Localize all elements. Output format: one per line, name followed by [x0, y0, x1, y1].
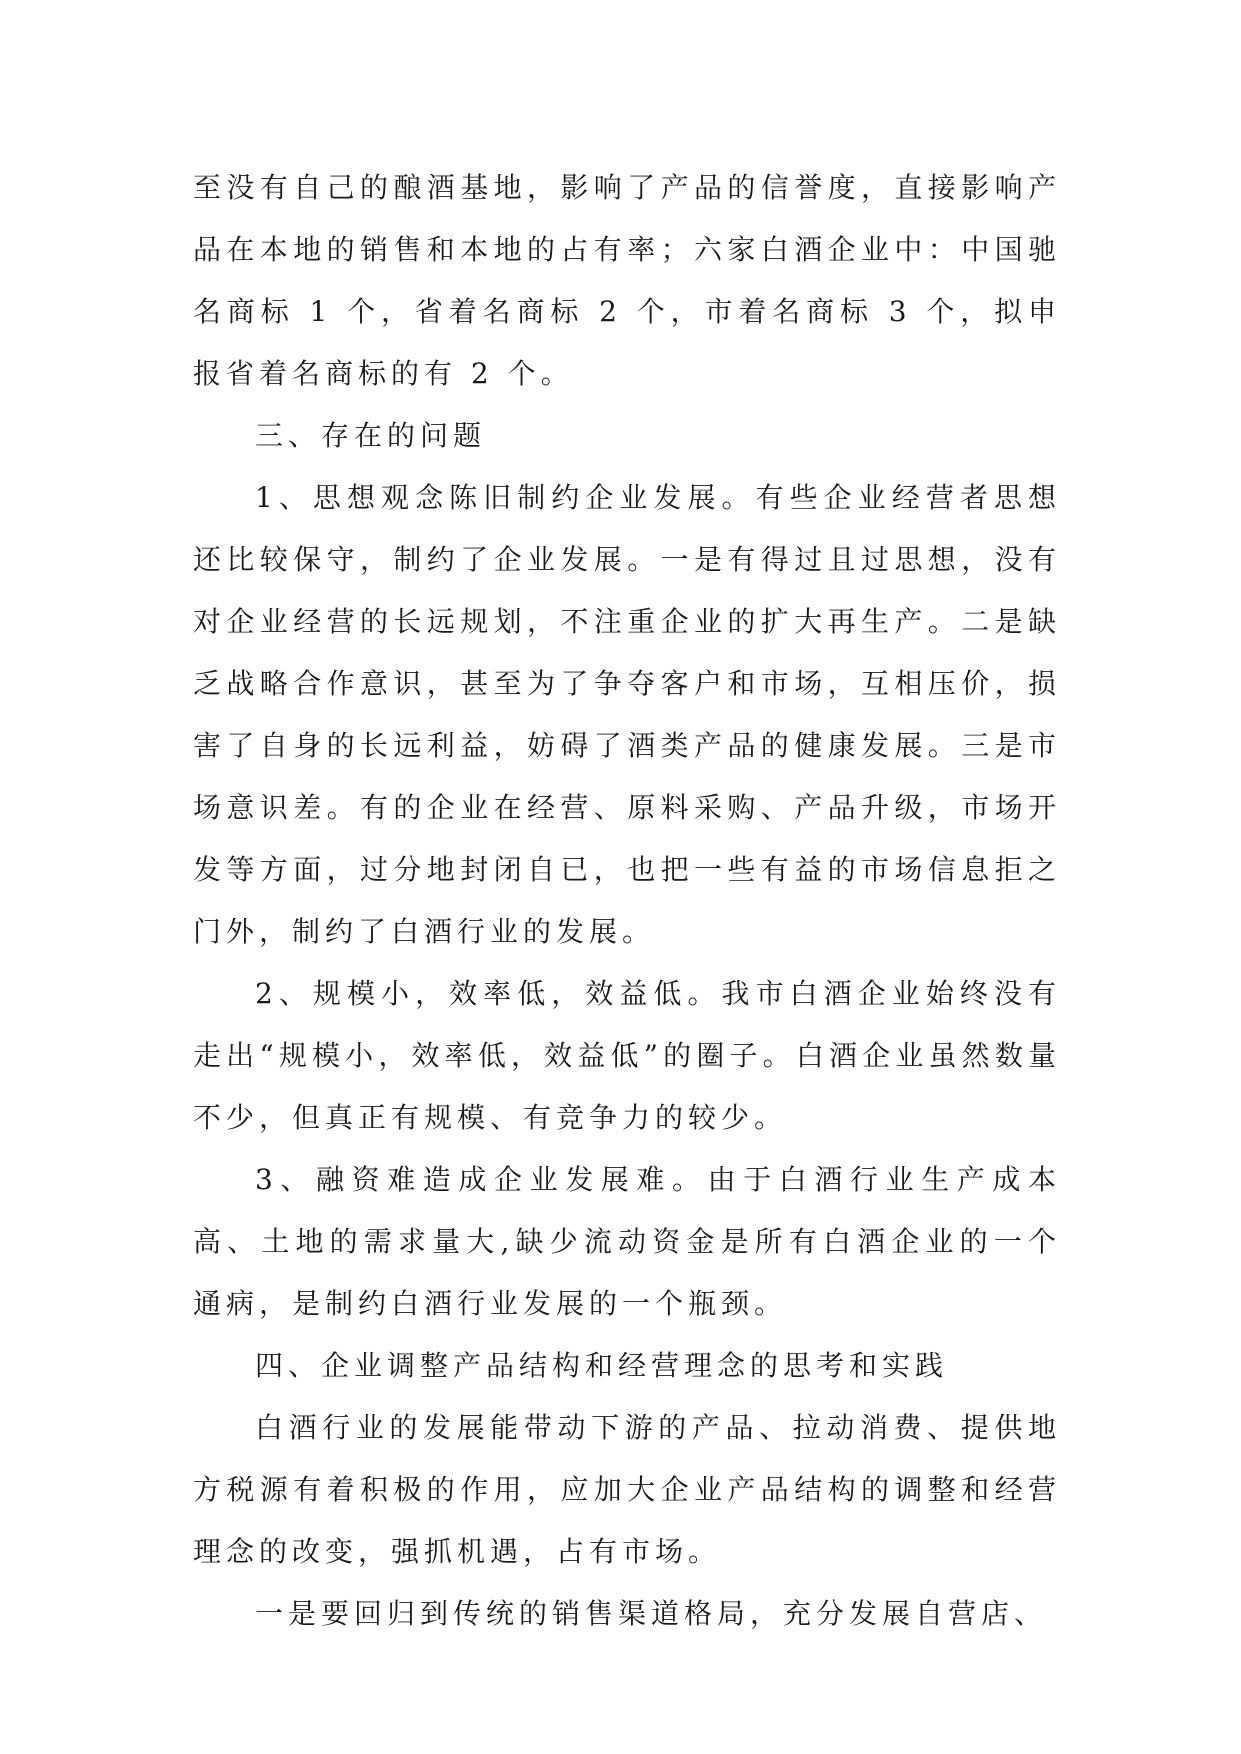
paragraph-strategy-1: 一是要回归到传统的销售渠道格局，充分发展自营店、: [255, 1597, 1048, 1630]
document-body: [193, 157, 1061, 1645]
section-heading-problems: 三、存在的问题: [255, 419, 487, 452]
section-heading-strategy: 四、企业调整产品结构和经营理念的思考和实践: [255, 1349, 949, 1382]
paragraph-problem-3: 3、融资难造成企业发展难。由于白酒行业生产成本高、土地的需求量大,缺少流动资金是所有白酒企业的一个通病，是制约白酒行业发展的一个瓶颈。: [193, 1163, 1061, 1320]
paragraph-continuation: 至没有自己的酿酒基地，影响了产品的信誉度，直接影响产品在本地的销售和本地的占有率；六家白酒企业中：中国驰名商标 1 个，省着名商标 2 个，市着名商标 3 个，拟申报省着名商标的有 2 个。: [193, 171, 1061, 390]
paragraph-problem-2: 2、规模小，效率低，效益低。我市白酒企业始终没有走出“规模小，效率低，效益低”的圈子。白酒企业虽然数量不少，但真正有规模、有竞争力的较少。: [193, 977, 1061, 1134]
paragraph-problem-1: 1、思想观念陈旧制约企业发展。有些企业经营者思想还比较保守，制约了企业发展。一是有得过且过思想，没有对企业经营的长远规划，不注重企业的扩大再生产。二是缺乏战略合作意识，甚至为了争夺客户和市场，互相压价，损害了自身的长远利益，妨碍了酒类产品的健康发展。三是市场意识差。有的企业在经营、原料采购、产品升级，市场开发等方面，过分地封闭自已，也把一些有益的市场信息拒之门外，制约了白酒行业的发展。: [193, 481, 1061, 948]
paragraph-strategy-intro: 白酒行业的发展能带动下游的产品、拉动消费、提供地方税源有着积极的作用，应加大企业产品结构的调整和经营理念的改变，强抓机遇，占有市场。: [193, 1411, 1061, 1568]
